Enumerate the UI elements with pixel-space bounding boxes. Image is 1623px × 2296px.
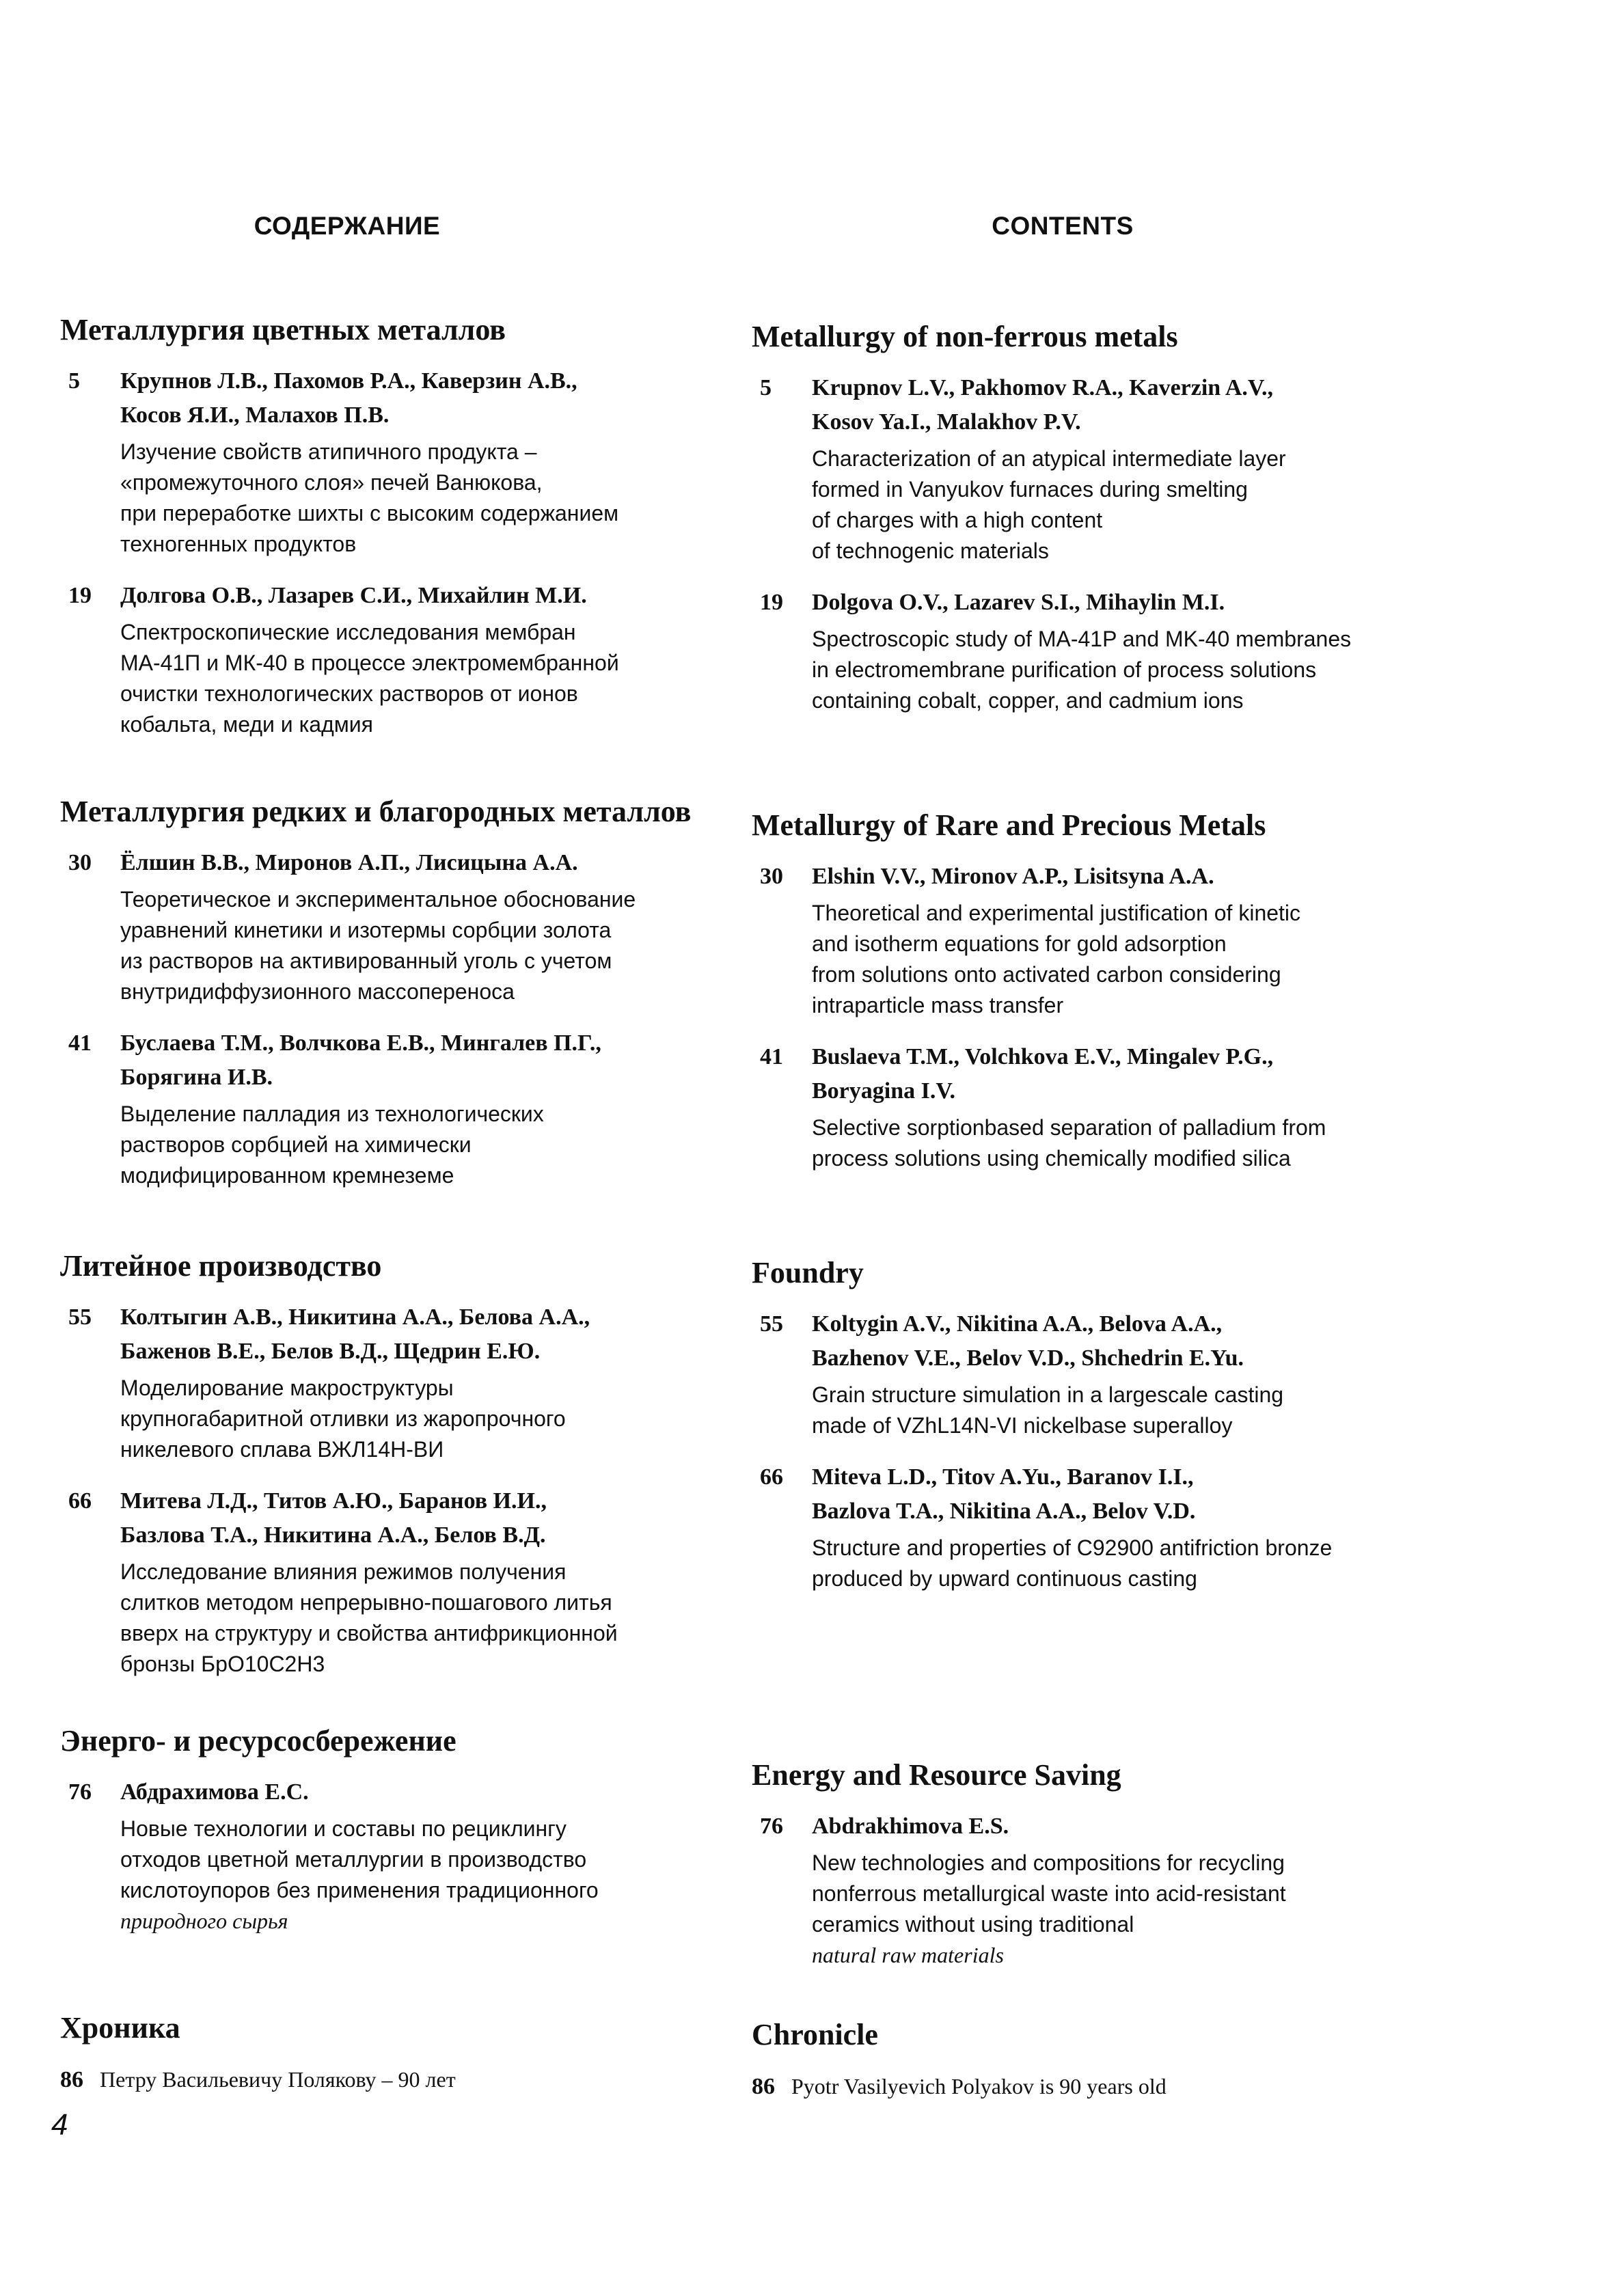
toc-section [60, 793, 744, 1210]
entry-title: Изучение свойств атипичного продукта – «промежуточного слоя» печей Ванюкова, при переработке шихты с высоким содержанием техногенных продуктов [120, 439, 619, 556]
entry-body [120, 1484, 744, 1680]
section-title: Foundry [752, 1256, 864, 1289]
contents-heading-en: CONTENTS [992, 212, 1134, 240]
entry-body [812, 1809, 1490, 1971]
entry-page-number: 41 [760, 1044, 783, 1069]
entry-title: New technologies and compositions for recycling nonferrous metallurgical waste into acid-resistant ceramics without using traditional [812, 1850, 1286, 1937]
entry-page-number: 5 [760, 375, 772, 400]
entry-page-number: 5 [68, 368, 80, 394]
entry-title: Selective sorptionbased separation of palladium from process solutions using chemically modified silica [812, 1115, 1326, 1171]
section-title: Металлургия редких и благородных металлов [60, 795, 692, 828]
section-title: Металлургия цветных металлов [60, 313, 506, 346]
entry-page-number: 19 [760, 590, 783, 615]
toc-entry[interactable] [752, 371, 1490, 566]
entry-authors: Ёлшин В.В., Миронов А.П., Лисицына А.А. [120, 850, 578, 875]
toc-entry[interactable] [752, 1460, 1490, 1594]
entry-page-number: 86 [60, 2067, 83, 2092]
page-number: 4 [51, 2108, 68, 2142]
entry-page-number: 76 [68, 1779, 92, 1805]
entry-title: Grain structure simulation in a largescale casting made of VZhL14N-VI nickelbase superalloy [812, 1382, 1284, 1438]
entry-authors: Buslaeva T.M., Volchkova E.V., Mingalev P.G., Boryagina I.V. [812, 1044, 1274, 1104]
toc-entry[interactable] [60, 579, 744, 740]
toc-entry[interactable] [752, 1040, 1490, 1174]
entry-authors: Elshin V.V., Mironov A.P., Lisitsyna A.A. [812, 864, 1214, 889]
entry-title-continuation: природного сырья [120, 1909, 288, 1933]
section-title: Chronicle [752, 2018, 878, 2051]
english-contents-column [752, 0, 1490, 2296]
entry-authors: Krupnov L.V., Pakhomov R.A., Kaverzin A.V., Kosov Ya.I., Malakhov P.V. [812, 375, 1274, 435]
toc-section [752, 318, 1490, 735]
entry-body [120, 1775, 744, 1937]
entry-authors: Буслаева Т.М., Волчкова Е.В., Мингалев П.Г., Борягина И.В. [120, 1030, 601, 1090]
entry-page-number: 30 [760, 864, 783, 889]
toc-entry[interactable] [60, 1026, 744, 1191]
entry-authors: Dolgova O.V., Lazarev S.I., Mihaylin M.I. [812, 590, 1225, 615]
toc-entry[interactable] [60, 846, 744, 1007]
entry-title: Выделение палладия из технологических растворов сорбцией на химически модифицированном кремнеземе [120, 1102, 544, 1188]
section-title: Energy and Resource Saving [752, 1758, 1121, 1792]
toc-section [752, 2016, 1490, 2104]
entry-body [812, 1460, 1490, 1594]
entry-page-number: 30 [68, 850, 92, 875]
toc-entry[interactable] [752, 1809, 1490, 1971]
chronicle-text: Pyotr Vasilyevich Polyakov is 90 years old [791, 2074, 1167, 2099]
entry-page-number: 55 [68, 1304, 92, 1330]
toc-section [752, 1254, 1490, 1613]
toc-entry[interactable] [60, 364, 744, 560]
entry-title-continuation: natural raw materials [812, 1943, 1004, 1967]
entry-title: Characterization of an atypical intermediate layer formed in Vanyukov furnaces during smelting of charges with a high content of technogenic materials [812, 446, 1286, 563]
entry-authors: Крупнов Л.В., Пахомов Р.А., Каверзин А.В., Косов Я.И., Малахов П.В. [120, 368, 577, 428]
toc-entry[interactable] [752, 860, 1490, 1021]
entry-page-number: 55 [760, 1311, 783, 1337]
chronicle-entry[interactable] [60, 2062, 744, 2097]
chronicle-entry[interactable] [752, 2069, 1490, 2104]
entry-title: Новые технологии и составы по рециклингу отходов цветной металлургии в производство кислотоупоров без применения традиционного [120, 1816, 599, 1902]
section-title: Хроника [60, 2011, 180, 2045]
entry-body [812, 586, 1490, 716]
entry-title: Моделирование макроструктуры крупногабаритной отливки из жаропрочного никелевого сплава ВЖЛ14Н-ВИ [120, 1376, 566, 1462]
entry-title: Спектроскопические исследования мембран МА-41П и МК-40 в процессе электромембранной очистки технологических растворов от ионов кобальта, меди и кадмия [120, 620, 619, 737]
entry-authors: Абдрахимова Е.С. [120, 1779, 309, 1805]
entry-body [120, 1300, 744, 1465]
entry-title: Spectroscopic study of MA-41P and MK-40 membranes in electromembrane purification of process solutions containing cobalt, copper, and cadmium ions [812, 627, 1352, 713]
entry-page-number: 76 [760, 1814, 783, 1839]
entry-title: Theoretical and experimental justification of kinetic and isotherm equations for gold adsorption from solutions onto activated carbon considering intraparticle mass transfer [812, 901, 1301, 1017]
entry-body [812, 860, 1490, 1021]
entry-body [120, 846, 744, 1007]
entry-body [812, 1040, 1490, 1174]
entry-title: Исследование влияния режимов получения слитков методом непрерывно-пошагового литья вверх на структуру и свойства антифрикционной бронзы БрО10С2Н3 [120, 1559, 618, 1676]
toc-entry[interactable] [60, 1300, 744, 1465]
section-title: Metallurgy of non-ferrous metals [752, 320, 1178, 353]
entry-title: Теоретическое и экспериментальное обоснование уравнений кинетики и изотермы сорбции золота из растворов на активированный уголь с учетом внутридиффузионного массопереноса [120, 887, 636, 1004]
entry-body [120, 364, 744, 560]
entry-authors: Abdrakhimova E.S. [812, 1814, 1009, 1839]
entry-authors: Koltygin A.V., Nikitina A.A., Belova A.A., Bazhenov V.E., Belov V.D., Shchedrin E.Yu. [812, 1311, 1244, 1371]
toc-entry[interactable] [752, 586, 1490, 716]
entry-authors: Miteva L.D., Titov A.Yu., Baranov I.I., Bazlova T.A., Nikitina A.A., Belov V.D. [812, 1464, 1196, 1524]
toc-entry[interactable] [60, 1775, 744, 1937]
entry-page-number: 86 [752, 2074, 775, 2099]
entry-body [120, 1026, 744, 1191]
toc-entry[interactable] [60, 1484, 744, 1680]
russian-contents-column [60, 0, 744, 2296]
entry-body [812, 371, 1490, 566]
entry-page-number: 66 [760, 1464, 783, 1490]
entry-authors: Митева Л.Д., Титов А.Ю., Баранов И.И., Базлова Т.А., Никитина А.А., Белов В.Д. [120, 1488, 547, 1548]
entry-body [812, 1307, 1490, 1441]
section-title: Энерго- и ресурсосбережение [60, 1724, 456, 1758]
toc-section [60, 1247, 744, 1699]
entry-page-number: 66 [68, 1488, 92, 1514]
contents-heading-ru: СОДЕРЖАНИЕ [254, 212, 441, 240]
toc-section [60, 311, 744, 759]
toc-section [752, 1756, 1490, 1990]
entry-authors: Долгова О.В., Лазарев С.И., Михайлин М.И. [120, 583, 587, 608]
toc-section [752, 806, 1490, 1193]
toc-entry[interactable] [752, 1307, 1490, 1441]
entry-body [120, 579, 744, 740]
entry-title: Structure and properties of C92900 antifriction bronze produced by upward continuous casting [812, 1535, 1333, 1591]
chronicle-text: Петру Васильевичу Полякову – 90 лет [100, 2067, 456, 2092]
entry-page-number: 19 [68, 583, 92, 608]
entry-page-number: 41 [68, 1030, 92, 1056]
toc-section [60, 2009, 744, 2097]
entry-authors: Колтыгин А.В., Никитина А.А., Белова А.А., Баженов В.Е., Белов В.Д., Щедрин Е.Ю. [120, 1304, 590, 1364]
section-title: Metallurgy of Rare and Precious Metals [752, 808, 1266, 842]
section-title: Литейное производство [60, 1249, 382, 1283]
toc-section [60, 1722, 744, 1956]
